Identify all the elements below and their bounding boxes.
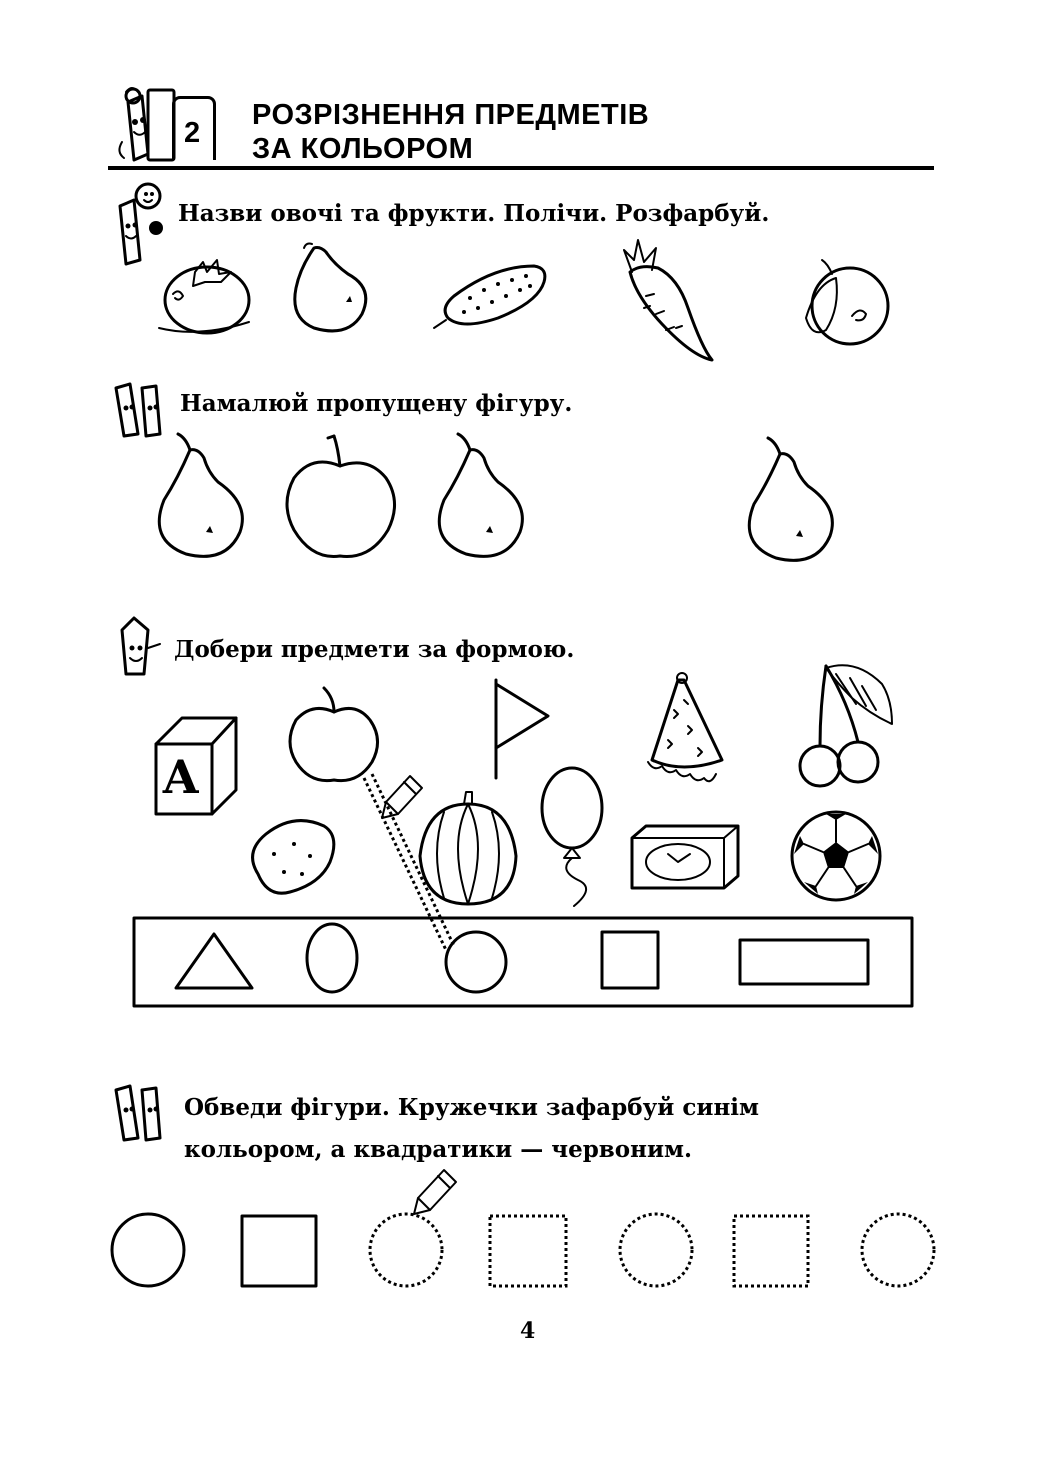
page-title-line2: ЗА КОЛЬОРОМ bbox=[252, 133, 474, 165]
task-3-instruction: Добери предмети за формою. bbox=[174, 636, 575, 663]
task-1-instruction: Назви овочі та фрукти. Полічи. Розфарбуй. bbox=[178, 200, 770, 227]
lesson-number: 2 bbox=[184, 117, 201, 149]
page-title-line1: РОЗРІЗНЕННЯ ПРЕДМЕТІВ bbox=[252, 99, 650, 131]
task-4-instruction-line1: Обведи фігури. Кружечки зафарбуй синім bbox=[184, 1094, 759, 1121]
cube-letter: А bbox=[162, 750, 200, 804]
page-number: 4 bbox=[520, 1318, 536, 1344]
task-4-instruction-line2: кольором, а квадратики — червоним. bbox=[184, 1136, 692, 1163]
task-2-instruction: Намалюй пропущену фігуру. bbox=[180, 390, 573, 417]
